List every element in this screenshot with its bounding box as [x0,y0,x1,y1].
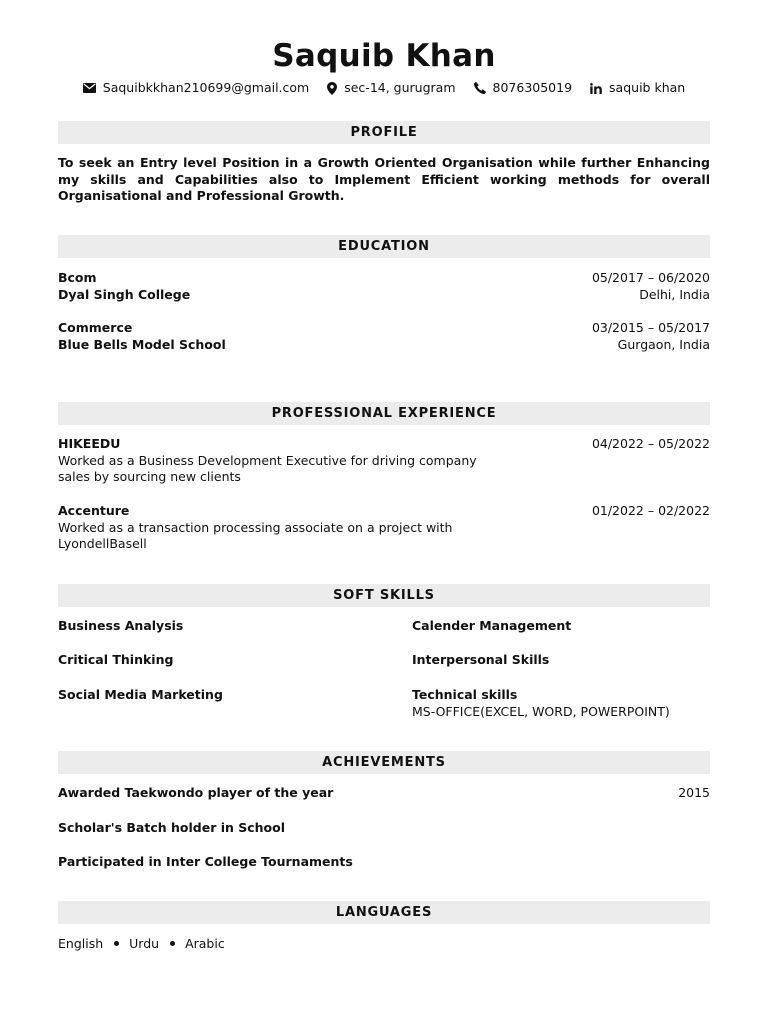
section-heading-education: EDUCATION [58,235,710,258]
email-text: Saquibkkhan210699@gmail.com [102,80,310,95]
phone-icon [474,82,486,94]
section-heading-achievements: ACHIEVEMENTS [58,751,710,774]
skill-item: Calender Management [412,618,572,633]
achievement-item: Participated in Inter College Tournaments [58,854,353,869]
section-heading-languages: LANGUAGES [58,901,710,924]
achievement-year: 2015 [678,785,710,800]
education-place: Gurgaon, India [617,337,710,352]
experience-description: Worked as a transaction processing associate on a project with [58,520,453,535]
language-item: Arabic [185,936,225,951]
education-degree: Commerce [58,320,133,335]
language-list [58,935,225,952]
education-school: Blue Bells Model School [58,337,226,352]
linkedin-text: saquib khan [609,80,686,95]
skill-detail: MS-OFFICE(EXCEL, WORD, POWERPOINT) [412,704,670,719]
experience-description: Worked as a Business Development Executive for driving company [58,453,477,468]
contact-phone[interactable] [474,79,573,97]
section-heading-soft-skills: SOFT SKILLS [58,584,710,607]
experience-description: LyondellBasell [58,536,147,551]
education-place: Delhi, India [639,287,710,302]
profile-summary: To seek an Entry level Position in a Growth Oriented Organisation while further Enhancing my skills and Capabilities also to Implement Efficient working methods for overall Organisational and Professional Growth. [58,155,710,203]
skill-item: Social Media Marketing [58,687,223,702]
section-heading-profile: PROFILE [58,121,710,144]
email-icon [83,83,96,93]
linkedin-icon [590,83,602,94]
language-item: English [58,936,104,951]
map-pin-icon [327,82,337,95]
contact-location [327,79,455,97]
skill-item: Technical skills [412,687,518,702]
candidate-name: Saquib Khan [272,38,496,74]
phone-text: 8076305019 [492,80,573,95]
education-dates: 03/2015 – 05/2017 [591,320,710,335]
experience-description: sales by sourcing new clients [58,469,241,484]
experience-company: HIKEEDU [58,436,121,451]
bullet-separator [170,941,175,946]
skill-item: Critical Thinking [58,652,174,667]
education-degree: Bcom [58,270,97,285]
experience-dates: 01/2022 – 02/2022 [591,503,710,518]
education-dates: 05/2017 – 06/2020 [591,270,710,285]
contact-linkedin[interactable] [590,79,685,97]
language-item: Urdu [129,936,160,951]
location-text: sec-14, gurugram [344,80,456,95]
achievement-item: Awarded Taekwondo player of the year [58,785,334,800]
skill-item: Business Analysis [58,618,184,633]
bullet-separator [114,941,119,946]
skill-item: Interpersonal Skills [412,652,550,667]
contact-bar [58,79,710,97]
education-school: Dyal Singh College [58,287,191,302]
experience-dates: 04/2022 – 05/2022 [591,436,710,451]
achievement-item: Scholar's Batch holder in School [58,820,286,835]
contact-email[interactable] [83,79,309,97]
section-heading-experience: PROFESSIONAL EXPERIENCE [58,402,710,425]
experience-company: Accenture [58,503,130,518]
